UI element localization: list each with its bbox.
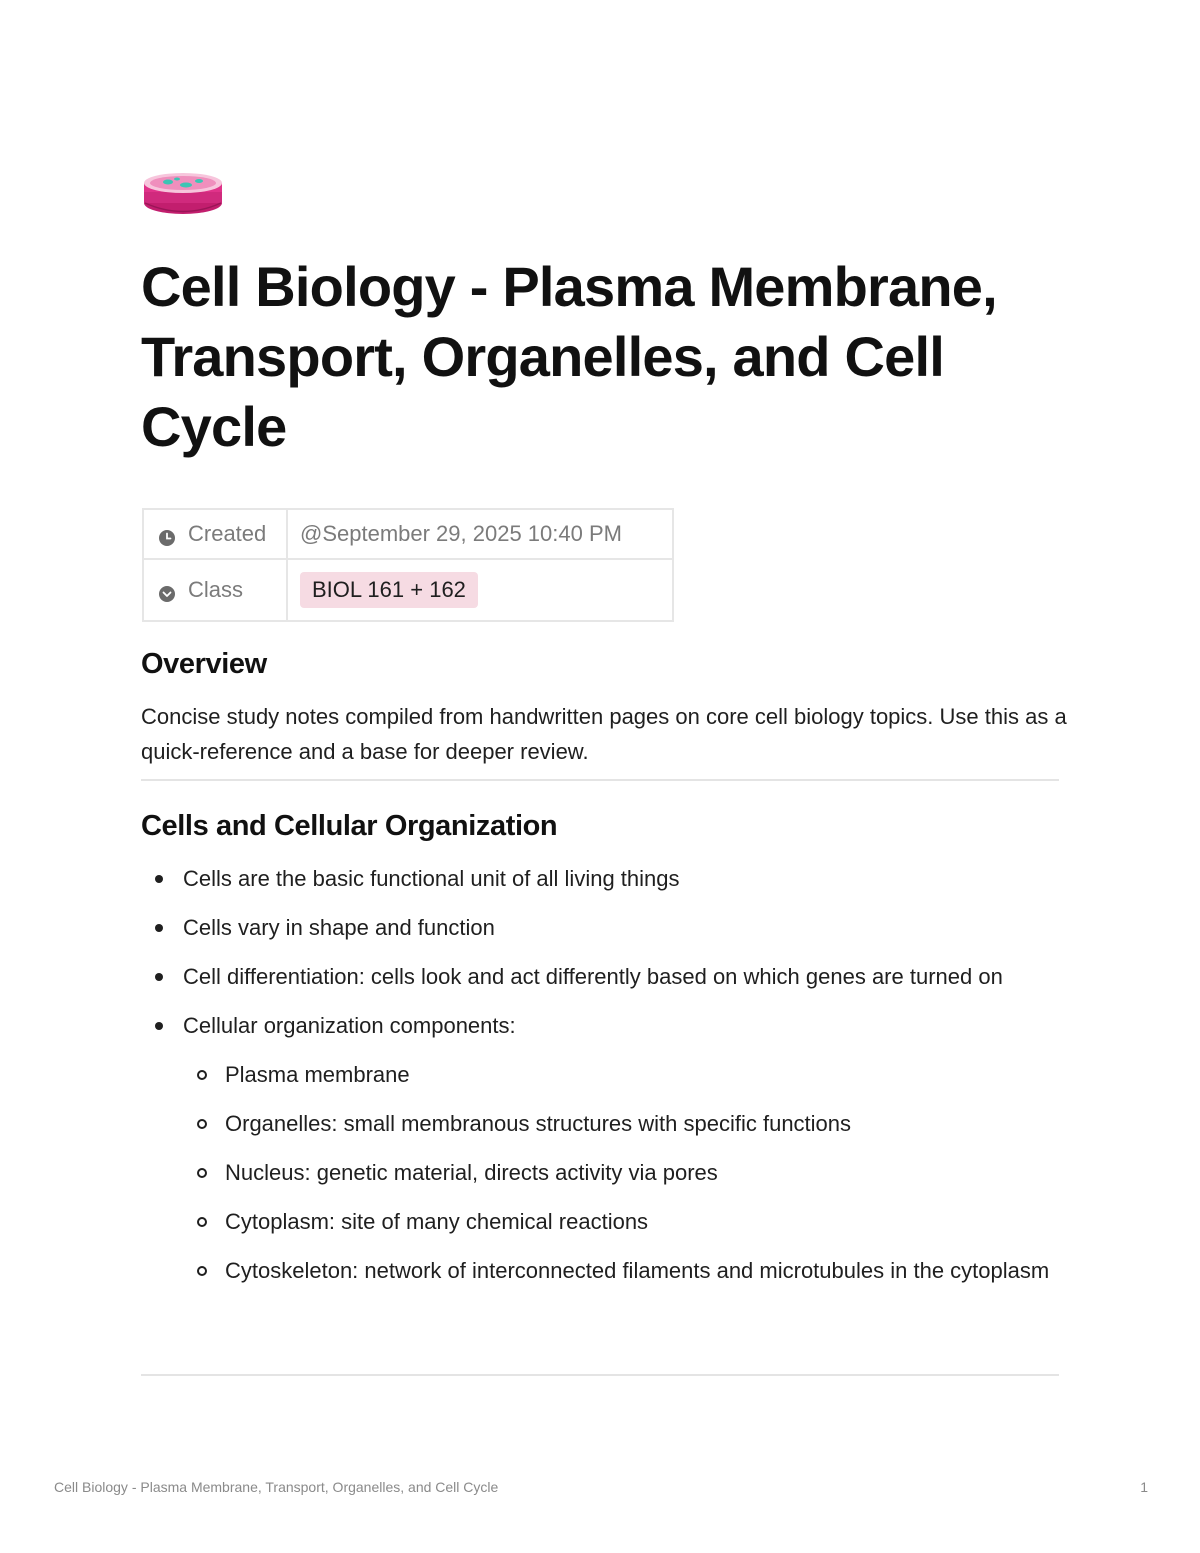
properties-table bbox=[142, 508, 674, 622]
divider bbox=[141, 779, 1059, 781]
bullet-icon bbox=[155, 1022, 163, 1030]
list-item: Cellular organization components: bbox=[141, 1008, 1061, 1043]
divider bbox=[141, 1374, 1059, 1376]
sub-list-item: Plasma membrane bbox=[141, 1057, 1061, 1092]
overview-heading: Overview bbox=[141, 648, 267, 680]
sub-list-item: Cytoskeleton: network of interconnected filaments and microtubules in the cytoplasm bbox=[141, 1253, 1061, 1288]
sub-list-item: Cytoplasm: site of many chemical reactions bbox=[141, 1204, 1061, 1239]
property-name-created: Created bbox=[188, 521, 267, 546]
hollow-bullet-icon bbox=[197, 1168, 207, 1178]
hollow-bullet-icon bbox=[197, 1266, 207, 1276]
page-number: 1 bbox=[1140, 1479, 1148, 1495]
cells-list bbox=[141, 861, 1061, 1302]
select-icon bbox=[158, 583, 176, 601]
bullet-icon bbox=[155, 973, 163, 981]
property-value-created[interactable]: @September 29, 2025 10:40 PM bbox=[300, 521, 622, 546]
hollow-bullet-icon bbox=[197, 1119, 207, 1129]
list-item: Cell differentiation: cells look and act differently based on which genes are turned on bbox=[141, 959, 1061, 994]
sub-list-item: Nucleus: genetic material, directs activity via pores bbox=[141, 1155, 1061, 1190]
hollow-bullet-icon bbox=[197, 1217, 207, 1227]
class-tag[interactable]: BIOL 161 + 162 bbox=[300, 572, 478, 608]
property-row-created bbox=[143, 509, 673, 559]
section-heading-cells: Cells and Cellular Organization bbox=[141, 810, 558, 842]
page-title: Cell Biology - Plasma Membrane, Transport, Organelles, and Cell Cycle bbox=[141, 255, 997, 458]
footer-title: Cell Biology - Plasma Membrane, Transport, Organelles, and Cell Cycle bbox=[54, 1479, 499, 1495]
property-row-class bbox=[143, 559, 673, 621]
hollow-bullet-icon bbox=[197, 1070, 207, 1080]
bullet-icon bbox=[155, 924, 163, 932]
property-name-class: Class bbox=[188, 577, 244, 602]
bullet-icon bbox=[155, 875, 163, 883]
overview-text: Concise study notes compiled from handwritten pages on core cell biology topics. Use this as a quick-reference and a base for deeper review. bbox=[141, 704, 1067, 764]
sub-list-item: Organelles: small membranous structures with specific functions bbox=[141, 1106, 1061, 1141]
clock-icon bbox=[158, 527, 176, 545]
petri-dish-icon bbox=[142, 170, 224, 216]
list-item: Cells are the basic functional unit of all living things bbox=[141, 861, 1061, 896]
list-item: Cells vary in shape and function bbox=[141, 910, 1061, 945]
